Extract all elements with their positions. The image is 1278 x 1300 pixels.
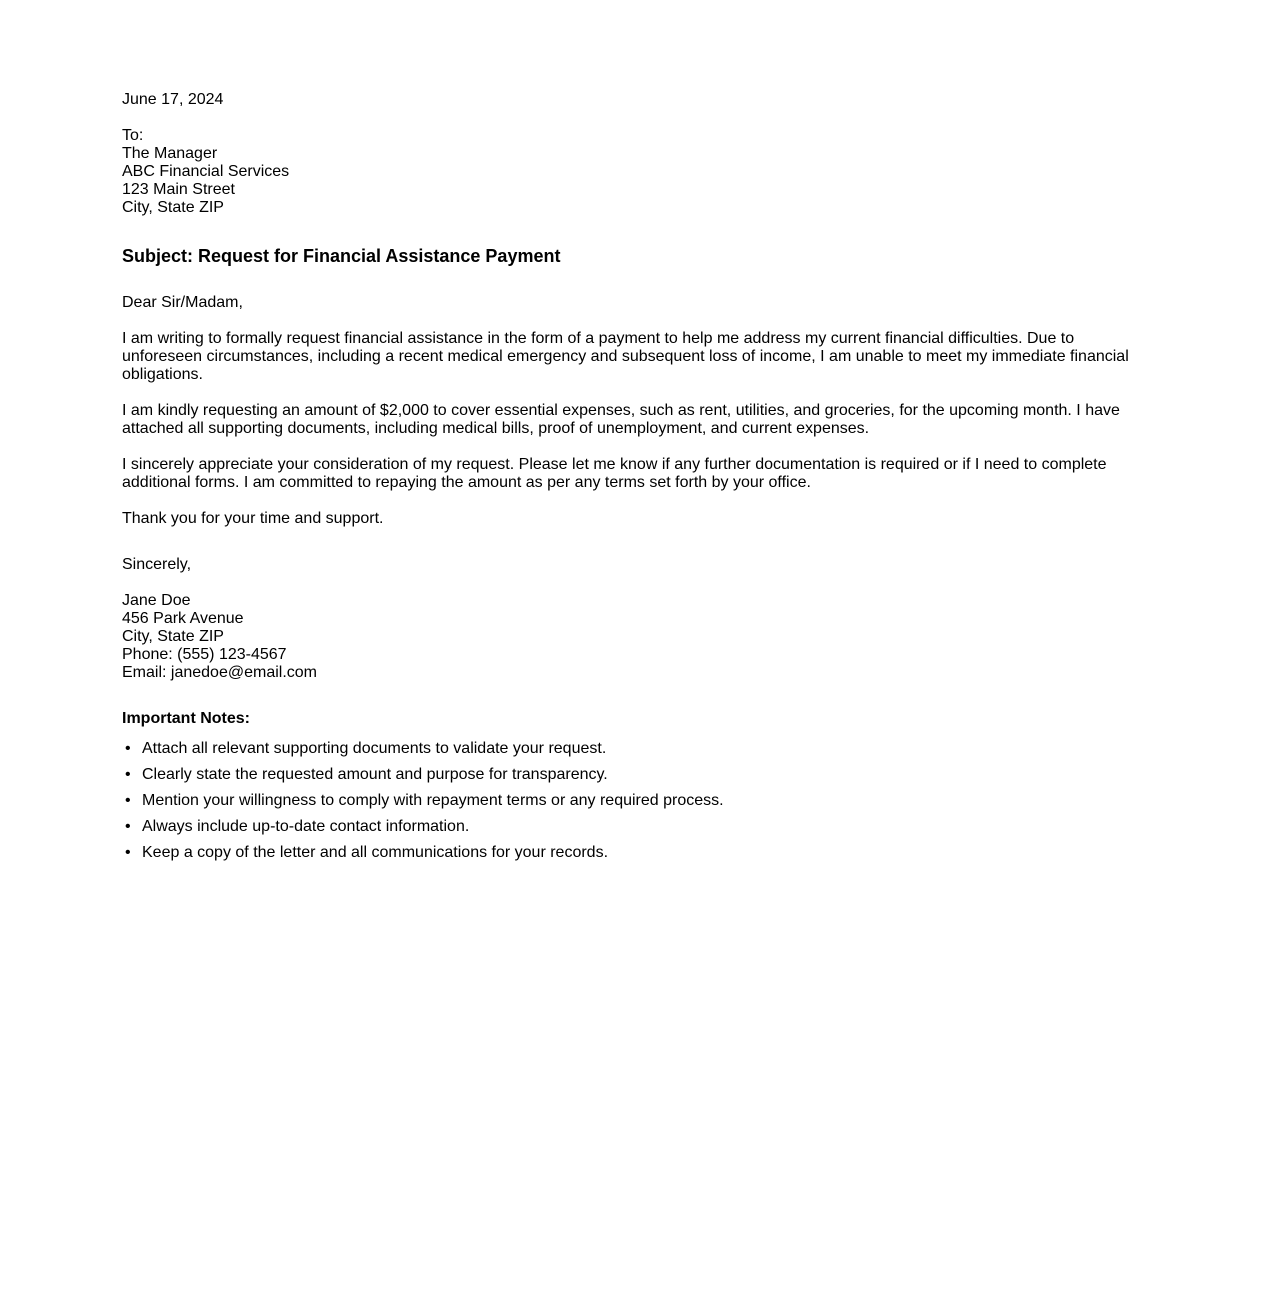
list-item: [125, 740, 1142, 758]
body-paragraph-3: I sincerely appreciate your consideration of my request. Please let me know if any further documentation is required or if I need to complete additional forms. I am committed to repaying the amount as per any terms set forth by your office.: [122, 456, 1107, 491]
bullet-icon: •: [125, 792, 131, 809]
body-paragraph-2: I am kindly requesting an amount of $2,000 to cover essential expenses, such as rent, utilities, and groceries, for the upcoming month. I have attached all supporting documents, including medical bills, proof of unemployment, and current expenses.: [122, 402, 1120, 437]
note-text: Mention your willingness to comply with repayment terms or any required process.: [142, 792, 724, 809]
sender-phone: Phone: (555) 123-4567: [122, 646, 287, 663]
letter-date: June 17, 2024: [122, 91, 224, 108]
sender-city-state-zip: City, State ZIP: [122, 628, 224, 645]
note-text: Attach all relevant supporting documents to validate your request.: [142, 740, 607, 757]
letter-subject: Subject: Request for Financial Assistance Payment: [122, 246, 561, 266]
note-text: Clearly state the requested amount and purpose for transparency.: [142, 766, 608, 783]
recipient-to-label: To:: [122, 127, 144, 144]
note-text: Always include up-to-date contact information.: [142, 818, 470, 835]
list-item: [125, 792, 1142, 810]
recipient-title: The Manager: [122, 145, 218, 162]
letter: [122, 91, 1142, 870]
list-item: [125, 766, 1142, 784]
recipient-street: 123 Main Street: [122, 181, 235, 198]
sender-email: Email: janedoe@email.com: [122, 664, 317, 681]
bullet-icon: •: [125, 766, 131, 783]
sender-name: Jane Doe: [122, 592, 191, 609]
bullet-icon: •: [125, 740, 131, 757]
notes-title: Important Notes:: [122, 710, 250, 727]
body-paragraph-1: I am writing to formally request financial assistance in the form of a payment to help me address my current financial difficulties. Due to unforeseen circumstances, including a recent medical emergency and subsequent loss of income, I am unable to meet my immediate financial obligations.: [122, 330, 1129, 383]
bullet-icon: •: [125, 844, 131, 861]
recipient-address: [122, 127, 1142, 217]
notes-list: [122, 740, 1142, 862]
sender-block: [122, 592, 1142, 682]
closing: Sincerely,: [122, 556, 192, 573]
list-item: [125, 818, 1142, 836]
sender-street: 456 Park Avenue: [122, 610, 244, 627]
salutation: Dear Sir/Madam,: [122, 294, 243, 311]
note-text: Keep a copy of the letter and all communications for your records.: [142, 844, 609, 861]
recipient-company: ABC Financial Services: [122, 163, 290, 180]
list-item: [125, 844, 1142, 862]
recipient-city-state-zip: City, State ZIP: [122, 199, 224, 216]
bullet-icon: •: [125, 818, 131, 835]
thanks-line: Thank you for your time and support.: [122, 510, 384, 527]
